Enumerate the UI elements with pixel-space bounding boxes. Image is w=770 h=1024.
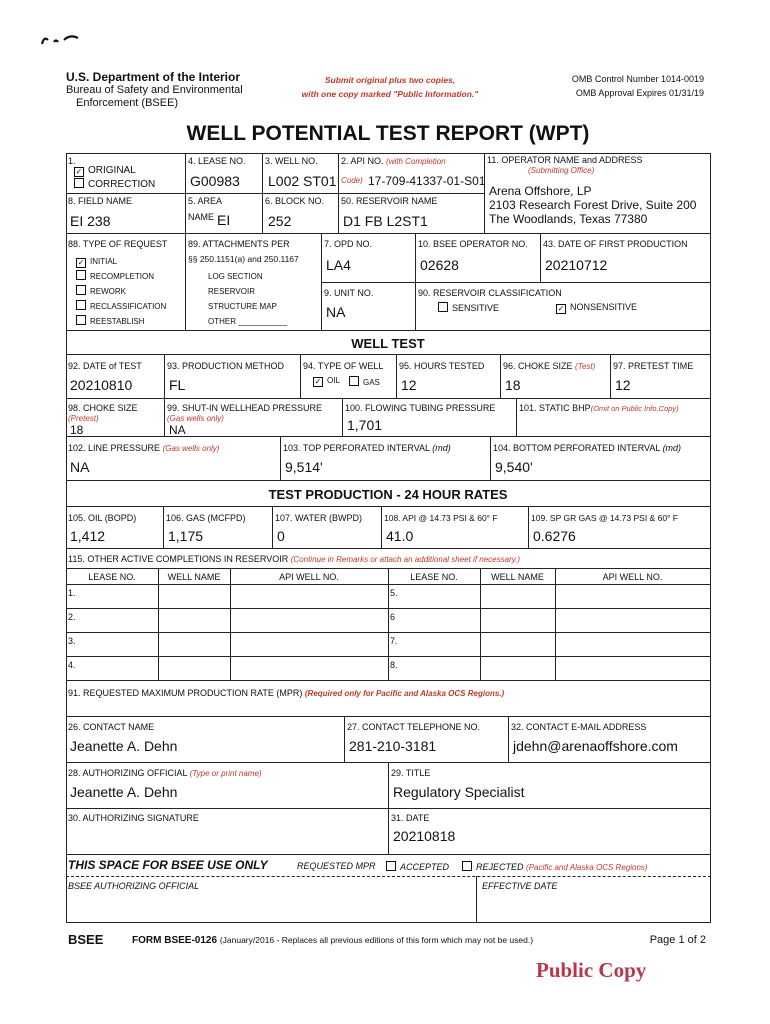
pretest-choke-label: 98. CHOKE SIZE [68,403,138,413]
other-completions-label-text: 115. OTHER ACTIVE COMPLETIONS IN RESERVOIR [68,554,289,564]
top-perf-value[interactable]: 9,514' [285,459,323,475]
footer-agency: BSEE [68,932,104,947]
bottom-perf-label [493,443,681,453]
first-production-label: 43. DATE OF FIRST PRODUCTION [543,239,688,249]
form-note: (January/2016 - Replaces all previous editions of this form which may not be used.) [219,935,534,945]
lease-no-label: 4. LEASE NO. [188,156,246,166]
dept-line-1: U.S. Department of the Interior [66,70,241,84]
reestablish-checkbox[interactable] [76,315,86,325]
submit-instructions [270,73,510,101]
reclassification-checkbox[interactable] [76,300,86,310]
auth-official-label [68,768,262,779]
shut-in-pressure-label: 99. SHUT-IN WELLHEAD PRESSURE [167,403,323,413]
contact-email-label: 32. CONTACT E-MAIL ADDRESS [511,722,647,732]
bsee-use-heading: THIS SPACE FOR BSEE USE ONLY [68,858,268,872]
reclassification-label: RECLASSIFICATION [90,302,167,311]
line-pressure-value[interactable]: NA [70,459,90,475]
pretest-time-label: 97. PRETEST TIME [613,361,694,371]
title-label: 29. TITLE [391,768,431,778]
unit-no-label: 9. UNIT NO. [324,288,374,298]
col-well-left: WELL NAME [167,572,221,582]
other-completions-note: (Continue in Remarks or attach an additional sheet if necessary.) [290,555,521,564]
form-title: WELL POTENTIAL TEST REPORT (WPT) [186,122,590,145]
contact-phone-label: 27. CONTACT TELEPHONE NO. [347,722,481,732]
dept-line-3: Enforcement (BSEE) [76,97,179,109]
col-api-left: API WELL NO. [279,572,339,582]
production-heading: TEST PRODUCTION - 24 HOUR RATES [268,487,508,502]
col-well-right: WELL NAME [491,572,544,582]
well-no-label: 3. WELL NO. [265,156,318,166]
reestablish-label: REESTABLISH [90,317,145,326]
reservoir-name-label: 50. RESERVOIR NAME [341,196,438,206]
test-date-value[interactable]: 20210810 [70,377,133,393]
opd-no-label: 7. OPD NO. [324,239,373,249]
sensitive-checkbox[interactable] [438,302,448,312]
static-bhp-note: (Omit on Public Info.Copy) [590,404,679,413]
request-type-options [76,254,166,329]
attachments-options [208,269,287,329]
reservoir-class-label: 90. RESERVOIR CLASSIFICATION [418,288,562,298]
omb-approval-expires: OMB Approval Expires 01/31/19 [575,88,704,98]
block-no-value[interactable]: 252 [268,213,292,229]
nonsensitive-option[interactable] [556,302,637,314]
lease-no-value[interactable]: G00983 [190,173,240,189]
completion-row-4[interactable]: 4. [68,660,76,670]
contact-name-label: 26. CONTACT NAME [68,722,155,732]
flowing-pressure-value[interactable]: 1,701 [347,417,383,433]
rejected-checkbox[interactable] [462,861,472,871]
line-pressure-note: (Gas wells only) [162,444,220,453]
choke-size-label [503,361,595,372]
production-method-value[interactable]: FL [169,377,186,393]
contact-name-value[interactable]: Jeanette A. Dehn [70,738,178,754]
nonsensitive-label: NONSENSITIVE [570,302,638,312]
attachments-label: 89. ATTACHMENTS PER [188,239,290,249]
mpr-label-text: 91. REQUESTED MAXIMUM PRODUCTION RATE (MPR) [68,688,303,698]
field-name-value[interactable]: EI 238 [70,213,111,229]
correction-checkbox[interactable] [74,178,84,188]
gas-gravity-value[interactable]: 0.6276 [533,528,576,544]
choke-size-label-text: 96. CHOKE SIZE [503,361,573,371]
sensitive-option[interactable] [438,302,499,313]
gas-rate-label: 106. GAS (MCFPD) [166,513,246,523]
initial-option[interactable] [76,254,166,269]
form-id: FORM BSEE-0126 [132,935,218,946]
completion-row-6[interactable]: 6 [390,612,396,622]
dept-line-2: Bureau of Safety and Environmental [66,84,243,96]
pretest-time-value[interactable]: 12 [615,377,631,393]
submit-line-2: with one copy marked "Public Information." [301,89,479,99]
shut-in-pressure-note: (Gas wells only) [167,414,224,423]
accepted-checkbox[interactable] [386,861,396,871]
recompletion-label: RECOMPLETION [90,272,155,281]
omb-control-number: OMB Control Number 1014-0019 [571,74,704,84]
field-name-label: 8. FIELD NAME [68,196,133,206]
oil-rate-value[interactable]: 1,412 [70,528,106,544]
api-code-note: Code) [341,176,363,185]
gas-gravity-label: 109. SP GR GAS @ 14.73 PSI & 60° F [531,513,678,523]
bottom-perf-value[interactable]: 9,540' [495,459,533,475]
bsee-auth-official-label: BSEE AUTHORIZING OFFICIAL [68,881,200,891]
other-completions-label [68,554,520,565]
production-method-label: 93. PRODUCTION METHOD [167,361,285,371]
accepted-label: ACCEPTED [400,862,450,872]
operator-address-2[interactable]: The Woodlands, Texas 77380 [489,212,648,226]
first-production-value[interactable]: 20210712 [545,257,608,273]
top-perf-label-text: 103. TOP PERFORATED INTERVAL [283,443,430,453]
completion-row-7[interactable]: 7. [390,636,398,646]
completion-row-8[interactable]: 8. [390,660,398,670]
static-bhp-label-text: 101. STATIC BHP [519,403,591,413]
omb-block [540,72,704,100]
area-name-label: NAME [188,212,215,222]
gas-option[interactable] [349,376,380,388]
api-gravity-label: 108. API @ 14.73 PSI & 60° F [384,513,498,523]
original-checkbox[interactable]: ✓ [75,167,83,176]
oil-label: OIL [327,376,340,385]
rework-checkbox[interactable] [76,285,86,295]
operator-no-label: 10. BSEE OPERATOR NO. [418,239,528,249]
choke-size-value[interactable]: 18 [505,377,521,393]
unit-no-value[interactable]: NA [326,304,346,320]
choke-size-note: (Test) [575,362,596,371]
structure-map-option[interactable]: STRUCTURE MAP [208,302,277,311]
water-rate-label: 107. WATER (BWPD) [275,513,363,523]
corner-mark-icon [38,30,88,50]
auth-official-value[interactable]: Jeanette A. Dehn [70,784,178,800]
original-label: ORIGINAL [88,165,136,176]
submit-line-1: Submit original plus two copies, [324,75,456,85]
operator-label: 11. OPERATOR NAME and ADDRESS [487,155,643,165]
region-note: (Pacific and Alaska OCS Regions) [526,863,648,872]
line-pressure-label [68,443,219,454]
hours-tested-label: 95. HOURS TESTED [399,361,485,371]
completion-row-5[interactable]: 5. [390,588,398,598]
correction-option[interactable] [74,178,155,190]
initial-checkbox[interactable]: ✓ [77,258,85,267]
recompletion-checkbox[interactable] [76,270,86,280]
bottom-perf-unit: (md) [662,443,682,453]
api-no-label-text: 2. API NO. [341,156,384,166]
initial-label: INITIAL [90,257,118,266]
area-value[interactable]: EI [217,212,231,228]
operator-note: (Submitting Office) [528,166,595,175]
gas-label: GAS [363,378,380,387]
mpr-note: (Required only for Pacific and Alaska OCS Regions.) [304,689,505,698]
well-no-value[interactable]: L002 ST01 [268,173,337,189]
attachments-cite: §§ 250.1151(a) and 250.1167 [188,254,299,264]
accepted-option[interactable] [386,861,449,872]
completion-row-1[interactable]: 1. [68,588,76,598]
opd-no-value[interactable]: LA4 [326,257,351,273]
auth-official-label-text: 28. AUTHORIZING OFFICIAL [68,768,188,778]
reclassification-option[interactable] [76,299,166,314]
line-pressure-label-text: 102. LINE PRESSURE [68,443,161,453]
bottom-perf-label-text: 104. BOTTOM PERFORATED INTERVAL [493,443,661,453]
original-option[interactable] [74,166,136,177]
rework-label: REWORK [90,287,126,296]
auth-official-note: (Type or print name) [189,769,262,778]
oil-checkbox[interactable]: ✓ [314,377,322,386]
completion-row-3[interactable]: 3. [68,636,76,646]
contact-phone-value[interactable]: 281-210-3181 [349,738,437,754]
operator-name[interactable]: Arena Offshore, LP [489,184,592,198]
requested-mpr-label: REQUESTED MPR [297,861,376,871]
rejected-option[interactable] [462,861,648,873]
col-lease-right: LEASE NO. [410,572,458,582]
agency-block [66,71,243,110]
shut-in-pressure-value[interactable]: NA [169,423,186,437]
operator-address-1[interactable]: 2103 Research Forest Drive, Suite 200 [489,198,697,212]
date-value[interactable]: 20210818 [393,828,456,844]
col-api-right: API WELL NO. [602,572,663,582]
top-perf-label [283,443,451,453]
recompletion-option[interactable] [76,269,166,284]
flowing-pressure-label: 100. FLOWING TUBING PRESSURE [345,403,496,413]
area-label: 5. AREA [188,196,223,206]
reservoir-option[interactable]: RESERVOIR [208,287,255,296]
api-gravity-value[interactable]: 41.0 [386,528,414,544]
log-section-option[interactable]: LOG SECTION [208,272,263,281]
well-test-heading: WELL TEST [351,336,425,351]
block-no-label: 6. BLOCK NO. [265,196,325,206]
reservoir-name-value[interactable]: D1 FB L2ST1 [343,213,428,229]
operator-no-value[interactable]: 02628 [420,257,459,273]
hours-tested-value[interactable]: 12 [401,377,417,393]
title-value[interactable]: Regulatory Specialist [393,784,525,800]
contact-email-value[interactable]: jdehn@arenaoffshore.com [513,738,678,754]
effective-date-label: EFFECTIVE DATE [482,881,558,891]
field-1-number: 1. [68,156,76,166]
public-copy-stamp: Public Copy [536,958,647,982]
rejected-label: REJECTED [476,862,524,872]
footer-form [132,935,533,946]
request-type-label: 88. TYPE OF REQUEST [68,239,168,249]
nonsensitive-checkbox[interactable]: ✓ [557,304,565,313]
page-number: Page 1 of 2 [649,934,706,946]
rework-option[interactable] [76,284,166,299]
well-type-label: 94. TYPE OF WELL [303,361,384,371]
pretest-choke-value[interactable]: 18 [70,423,84,437]
completion-row-2[interactable]: 2. [68,612,76,622]
reestablish-option[interactable] [76,314,166,329]
correction-label: CORRECTION [88,179,156,190]
pretest-choke-note: (Pretest) [68,414,99,423]
api-no-value[interactable]: 17-709-41337-01-S01 [368,174,486,188]
api-no-label [341,156,446,167]
oil-rate-label: 105. OIL (BOPD) [68,513,137,523]
static-bhp-label [519,403,679,414]
mpr-label [68,688,504,699]
sensitive-label: SENSITIVE [452,303,500,313]
top-perf-unit: (md) [432,443,451,453]
other-option[interactable]: OTHER ___________ [208,317,288,326]
test-date-label: 92. DATE of TEST [68,361,142,371]
gas-rate-value[interactable]: 1,175 [168,528,204,544]
date-label: 31. DATE [391,813,430,823]
water-rate-value[interactable]: 0 [277,528,285,544]
oil-option[interactable] [313,376,340,387]
auth-signature-label: 30. AUTHORIZING SIGNATURE [68,813,199,823]
gas-checkbox[interactable] [349,376,359,386]
api-no-note: (with Completion [386,157,446,166]
col-lease-left: LEASE NO. [88,572,136,582]
